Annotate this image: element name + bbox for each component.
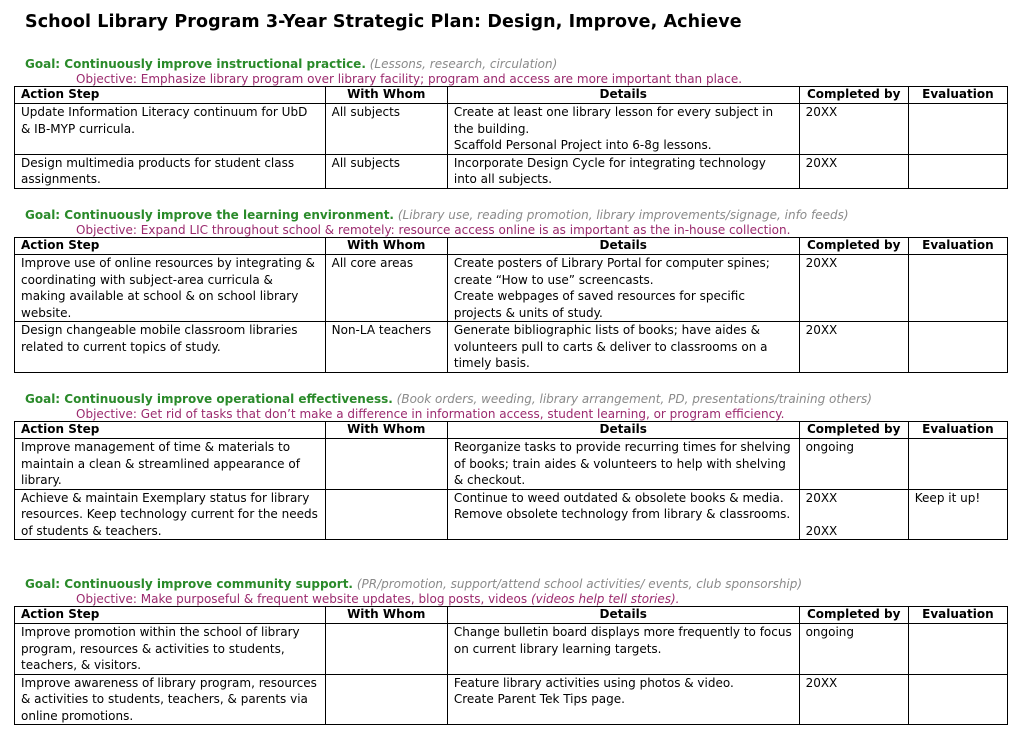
plan-table: [14, 237, 1008, 373]
header-with-whom: With Whom: [325, 607, 447, 624]
objective-emphasis: (videos help tell stories).: [530, 592, 680, 606]
plan-table: [14, 606, 1008, 725]
action-cell: Update Information Literacy continuum for UbD & IB-MYP curricula.: [15, 104, 326, 155]
details-line: Change bulletin board displays more frequently to focus on current library learning targets.: [453, 625, 792, 656]
with-whom-cell: All subjects: [325, 154, 447, 188]
with-whom-cell: [325, 624, 447, 675]
action-cell: Improve awareness of library program, resources & activities to students, teachers, & parents via online promotions.: [15, 674, 326, 725]
completed-cell: ongoing: [799, 624, 908, 675]
action-cell: Improve use of online resources by integrating & coordinating with subject-area curricula & making available at school & on school library website.: [15, 255, 326, 322]
header-with-whom: With Whom: [325, 87, 447, 104]
details-cell: [447, 674, 799, 725]
details-cell: [447, 154, 799, 188]
table-header-row: [15, 87, 1008, 104]
header-completed-by: Completed by: [799, 238, 908, 255]
plan-table: [14, 421, 1008, 540]
details-line: Create posters of Library Portal for computer spines; create “How to use” screencasts.: [453, 256, 770, 287]
evaluation-cell: [908, 322, 1007, 373]
objective-text: Objective: Get rid of tasks that don’t make a difference in information access, student learning, or program efficiency.: [76, 407, 785, 421]
action-cell: Improve promotion within the school of library program, resources & activities to students, teachers, & visitors.: [15, 624, 326, 675]
table-row: [15, 154, 1008, 188]
details-line: Generate bibliographic lists of books; have aides & volunteers pull to carts & deliver to classrooms on a timely basis.: [453, 323, 768, 370]
goal-section-environment: [14, 207, 1008, 373]
details-cell: [447, 439, 799, 490]
header-with-whom: With Whom: [325, 238, 447, 255]
objective-line: [14, 223, 1008, 237]
header-with-whom: With Whom: [325, 422, 447, 439]
header-action-step: Action Step: [15, 607, 326, 624]
evaluation-cell: [908, 154, 1007, 188]
table-header-row: [15, 422, 1008, 439]
header-evaluation: Evaluation: [908, 607, 1007, 624]
objective-text: Objective: Emphasize library program over library facility; program and access are more important than place.: [76, 72, 743, 86]
completed-cell: 20XX: [799, 154, 908, 188]
goal-heading: [14, 207, 1008, 223]
goal-label: Goal: Continuously improve the learning environment.: [25, 208, 394, 222]
goal-label: Goal: Continuously improve community support.: [25, 577, 353, 591]
completed-cell: 20XX: [799, 322, 908, 373]
details-line: Remove obsolete technology from library & classrooms.: [453, 507, 791, 521]
details-line: Create Parent Tek Tips page.: [453, 692, 625, 706]
completed-cell: ongoing: [799, 439, 908, 490]
table-row: [15, 624, 1008, 675]
goal-note: (PR/promotion, support/attend school activities/ events, club sponsorship): [356, 577, 803, 591]
header-evaluation: Evaluation: [908, 422, 1007, 439]
header-action-step: Action Step: [15, 87, 326, 104]
plan-table: [14, 86, 1008, 189]
header-action-step: Action Step: [15, 422, 326, 439]
details-line: Create webpages of saved resources for specific projects & units of study.: [453, 289, 745, 320]
details-line: Feature library activities using photos & video.: [453, 675, 734, 690]
objective-text: Objective: Make purposeful & frequent website updates, blog posts, videos: [76, 592, 528, 606]
goal-heading: [14, 391, 1008, 407]
evaluation-cell: [908, 255, 1007, 322]
header-completed-by: Completed by: [799, 87, 908, 104]
with-whom-cell: Non-LA teachers: [325, 322, 447, 373]
objective-line: [14, 592, 1008, 606]
completed-line: 20XX: [805, 490, 838, 505]
goal-heading: [14, 56, 1008, 72]
with-whom-cell: All subjects: [325, 104, 447, 155]
header-details: Details: [447, 87, 799, 104]
evaluation-cell: [908, 674, 1007, 725]
evaluation-cell: Keep it up!: [908, 489, 1007, 540]
details-line: Continue to weed outdated & obsolete books & media.: [453, 490, 784, 505]
header-details: Details: [447, 607, 799, 624]
details-line: Create at least one library lesson for every subject in the building.: [453, 105, 774, 136]
action-cell: Improve management of time & materials to maintain a clean & streamlined appearance of library.: [15, 439, 326, 490]
details-cell: [447, 322, 799, 373]
goal-heading: [14, 576, 1008, 592]
details-cell: [447, 624, 799, 675]
goal-section-operational: [14, 391, 1008, 540]
table-row: [15, 255, 1008, 322]
details-cell: [447, 489, 799, 540]
page-title: School Library Program 3-Year Strategic Plan: Design, Improve, Achieve: [25, 12, 742, 32]
details-line: Incorporate Design Cycle for integrating technology into all subjects.: [453, 155, 766, 186]
objective-line: [14, 407, 1008, 421]
completed-line: 20XX: [805, 523, 838, 538]
table-row: [15, 674, 1008, 725]
table-header-row: [15, 238, 1008, 255]
table-row: [15, 489, 1008, 540]
details-line: Reorganize tasks to provide recurring times for shelving of books; train aides & volunteers to help with shelving & checkout.: [453, 440, 791, 487]
goal-label: Goal: Continuously improve operational effectiveness.: [25, 392, 393, 406]
action-cell: Achieve & maintain Exemplary status for library resources. Keep technology current for the needs of students & teachers.: [15, 489, 326, 540]
header-details: Details: [447, 238, 799, 255]
with-whom-cell: [325, 674, 447, 725]
table-header-row: [15, 607, 1008, 624]
evaluation-cell: [908, 104, 1007, 155]
objective-text: Objective: Expand LIC throughout school & remotely: resource access online is as important as the in-house collection.: [76, 223, 791, 237]
action-cell: Design multimedia products for student class assignments.: [15, 154, 326, 188]
header-completed-by: Completed by: [799, 422, 908, 439]
header-evaluation: Evaluation: [908, 238, 1007, 255]
objective-line: [14, 72, 1008, 86]
header-completed-by: Completed by: [799, 607, 908, 624]
with-whom-cell: All core areas: [325, 255, 447, 322]
details-cell: [447, 104, 799, 155]
goal-section-instructional: [14, 56, 1008, 189]
goal-note: (Lessons, research, circulation): [369, 57, 558, 71]
details-cell: [447, 255, 799, 322]
header-evaluation: Evaluation: [908, 87, 1007, 104]
details-line: Scaffold Personal Project into 6-8g lessons.: [453, 138, 712, 152]
goal-note: (Library use, reading promotion, library improvements/signage, info feeds): [397, 208, 849, 222]
completed-cell: 20XX: [799, 255, 908, 322]
header-details: Details: [447, 422, 799, 439]
goal-note: (Book orders, weeding, library arrangement, PD, presentations/training others): [396, 392, 872, 406]
completed-cell: 20XX: [799, 104, 908, 155]
table-row: [15, 322, 1008, 373]
header-action-step: Action Step: [15, 238, 326, 255]
action-cell: Design changeable mobile classroom libraries related to current topics of study.: [15, 322, 326, 373]
goal-section-community: [14, 576, 1008, 725]
with-whom-cell: [325, 439, 447, 490]
evaluation-cell: [908, 439, 1007, 490]
with-whom-cell: [325, 489, 447, 540]
completed-cell: [799, 489, 908, 540]
evaluation-cell: [908, 624, 1007, 675]
table-row: [15, 104, 1008, 155]
goal-label: Goal: Continuously improve instructional practice.: [25, 57, 366, 71]
completed-cell: 20XX: [799, 674, 908, 725]
table-row: [15, 439, 1008, 490]
